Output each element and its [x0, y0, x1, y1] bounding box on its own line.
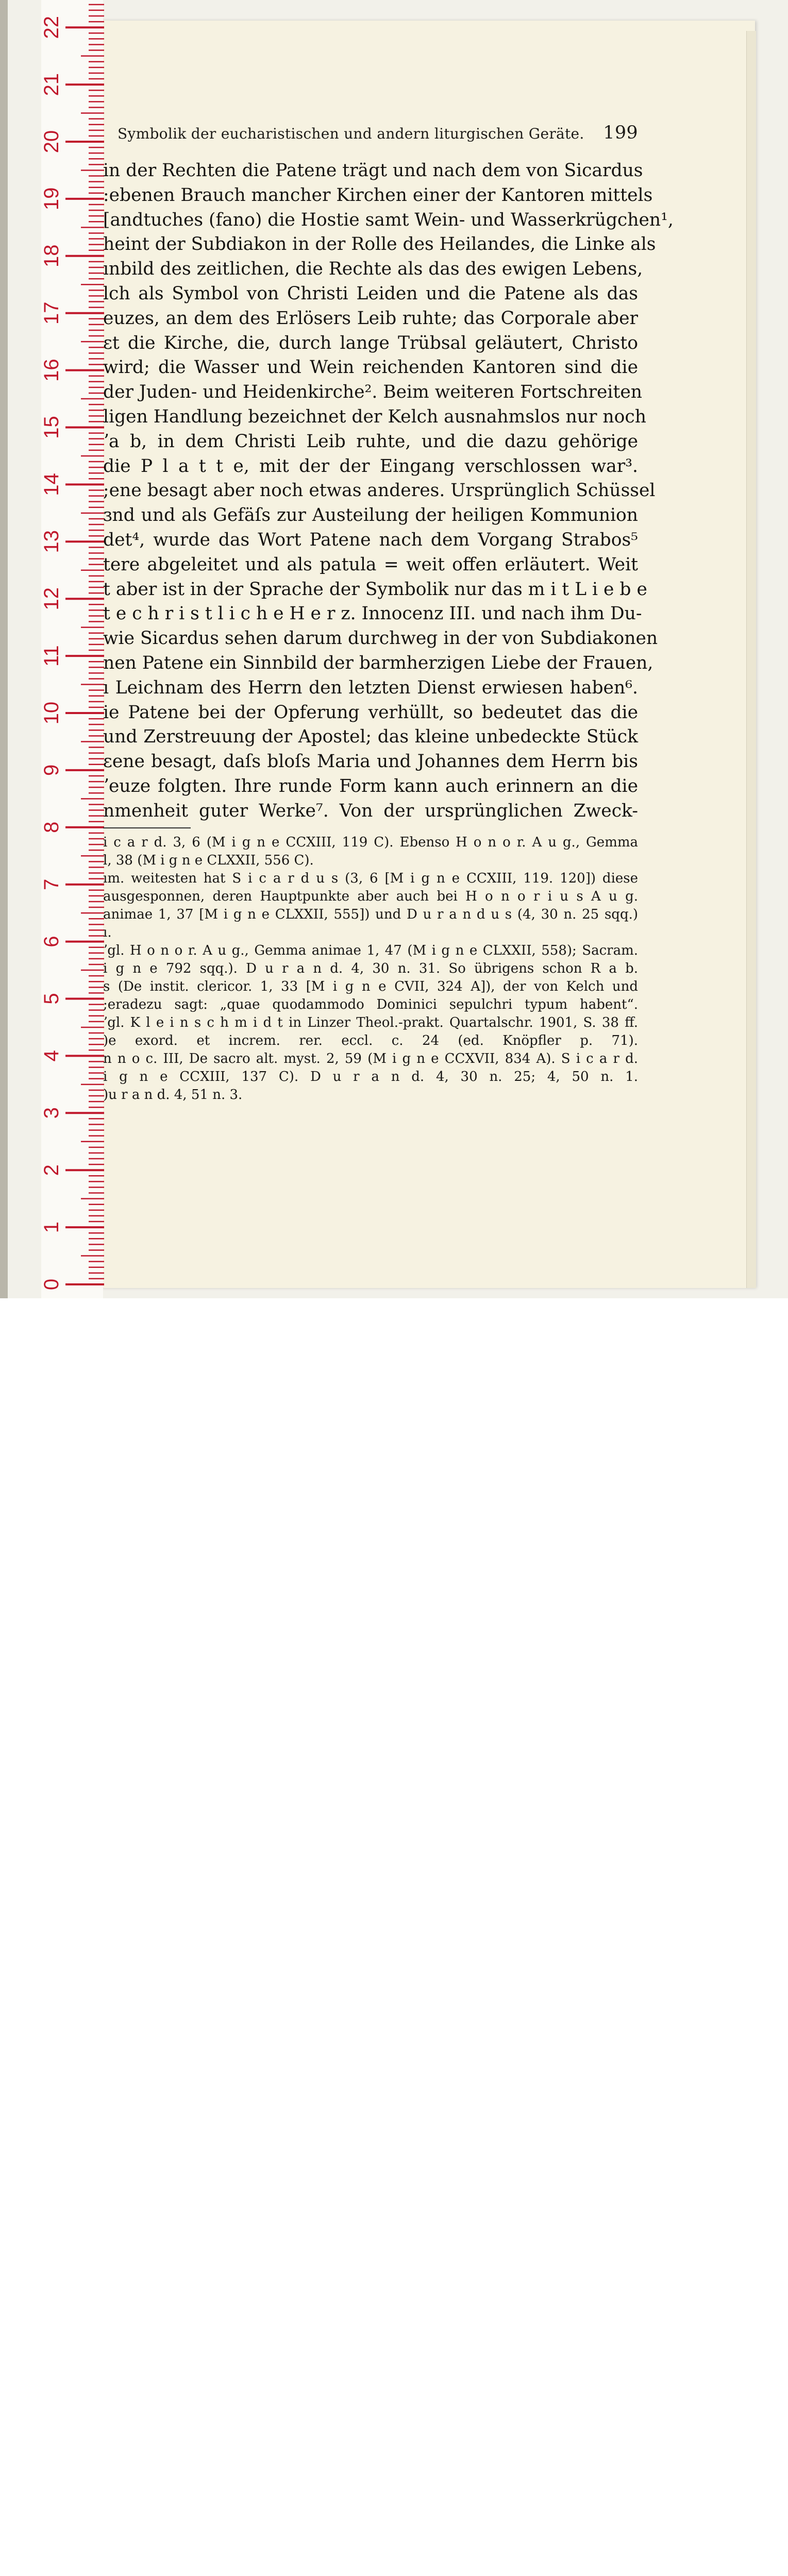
- running-title: Symbolik der eucharistischen und andern liturgischen Geräte.: [118, 125, 584, 142]
- ruler-label: 15: [40, 416, 63, 439]
- footnote-line: ausgesponnen, deren Hauptpunkte aber auch bei H o n o r i u s A u g.: [103, 889, 638, 904]
- footnote-line: i g n e 792 sqq.). D u r a n d. 4, 30 n. 31. So übrigens schon R a b.: [103, 961, 638, 976]
- ruler-label: 11: [40, 645, 63, 667]
- body-line: ʼeuze folgten. Ihre runde Form kann auch erinnern an die: [103, 775, 638, 796]
- ruler-label: 9: [40, 764, 63, 776]
- ruler-graphic: [37, 0, 104, 1298]
- footnote-line: s (De instit. clericor. 1, 33 [M i g n e CVII, 324 A]), der von Kelch und: [103, 979, 638, 994]
- footnote-line: animae 1, 37 [M i g n e CLXXII, 555]) und D u r a n d u s (4, 30 n. 25 sqq.): [103, 907, 638, 922]
- ruler-label: 0: [40, 1278, 63, 1291]
- viewer-footer: [0, 1298, 788, 1377]
- body-line: ɛt die Kirche, die, durch lange Trübsal geläutert, Christo: [103, 332, 638, 353]
- ruler-label: 4: [40, 1050, 63, 1062]
- body-line: euzes, an dem des Erlösers Leib ruhte; das Corporale aber: [103, 308, 638, 329]
- footnote-line: ʼgl. K l e i n s c h m i d t in Linzer Theol.-prakt. Quartalschr. 1901, S. 38 ff.: [103, 1015, 638, 1030]
- ruler-label: 12: [40, 587, 63, 611]
- footnote-line: i g n e CCXIII, 137 C). D u r a n d. 4, 30 n. 25; 4, 50 n. 1.: [103, 1069, 638, 1084]
- footnote-line: ;eradezu sagt: „quae quodammodo Dominici sepulchri typum habent“.: [103, 997, 638, 1012]
- body-line: t aber ist in der Sprache der Symbolik nur das m i t L i e b e: [103, 579, 647, 600]
- body-line: wie Sicardus sehen darum durchweg in der von Subdiakonen: [103, 628, 658, 649]
- footnote-line: )u r a n d. 4, 51 n. 3.: [103, 1087, 243, 1103]
- ruler-label: 21: [40, 73, 63, 96]
- ruler-label: 7: [40, 878, 63, 890]
- ruler-label: 2: [40, 1164, 63, 1176]
- measuring-ruler: [37, 0, 104, 1298]
- body-line: ʼa b, in dem Christi Leib ruhte, und die dazu gehörige: [103, 431, 638, 452]
- ruler-label: 18: [40, 244, 63, 268]
- running-header: [118, 123, 638, 143]
- body-line: ligen Handlung bezeichnet der Kelch ausnahmslos nur noch: [103, 406, 646, 427]
- body-line: wird; die Wasser und Wein reichenden Kantoren sind die: [103, 357, 638, 378]
- body-line: ɛene besagt, daſs bloſs Maria und Johannes dem Herrn bis: [103, 751, 638, 772]
- page-left-edge: [0, 0, 8, 1298]
- body-line: ;ene besagt aber noch etwas anderes. Ursprünglich Schüssel: [103, 480, 656, 501]
- ruler-label: 3: [40, 1107, 63, 1119]
- footnote-line: n n o c. III, De sacro alt. myst. 2, 59 (M i g n e CCXVII, 834 A). S i c a r d.: [103, 1051, 638, 1066]
- body-line: t e c h r i s t l i c h e H e r z. Innocenz III. und nach ihm Du-: [103, 603, 642, 624]
- ruler-label: 10: [40, 701, 63, 725]
- body-line: lch als Symbol von Christi Leiden und die Patene als das: [103, 283, 638, 304]
- footnote-line: l, 38 (M i g n e CLXXII, 556 C).: [103, 853, 314, 868]
- body-line: in der Rechten die Patene trägt und nach dem von Sicardus: [103, 160, 643, 181]
- ruler-label: 5: [40, 993, 63, 1005]
- body-line: und Zerstreuung der Apostel; das kleine unbedeckte Stück: [103, 726, 638, 748]
- page-number: 199: [603, 123, 638, 143]
- page-right-edge: [746, 31, 756, 1288]
- body-line: :ebenen Brauch mancher Kirchen einer der Kantoren mittels: [103, 184, 653, 206]
- ruler-label: 20: [40, 130, 63, 154]
- footnotes: [103, 834, 638, 1104]
- body-line: nmenheit guter Werke⁷. Von der ursprünglichen Zweck-: [103, 800, 638, 821]
- ruler-label: 8: [40, 821, 63, 833]
- body-line: tere abgeleitet und als patula = weit offen erläutert. Weit: [103, 554, 638, 575]
- body-line: ı Leichnam des Herrn den letzten Dienst erwiesen haben⁶.: [103, 677, 638, 698]
- footnote-line: )e exord. et increm. rer. eccl. c. 24 (ed. Knöpfler p. 71).: [103, 1033, 638, 1048]
- ruler-label: 17: [40, 301, 63, 325]
- body-line: nen Patene ein Sinnbild der barmherzigen Liebe der Frauen,: [103, 652, 653, 673]
- body-line: [andtuches (fano) die Hostie samt Wein- und Wasserkrügchen¹,: [103, 209, 674, 230]
- ruler-label: 16: [40, 359, 63, 382]
- body-line: det⁴, wurde das Wort Patene nach dem Vorgang Strabos⁵: [103, 529, 638, 550]
- body-line: die P l a t t e, mit der der Eingang verschlossen war³.: [103, 455, 638, 477]
- ruler-label: 22: [40, 15, 63, 39]
- footnote-line: ʼgl. H o n o r. A u g., Gemma animae 1, 47 (M i g n e CLXXII, 558); Sacram.: [103, 943, 638, 958]
- footnote-rule: [103, 827, 191, 828]
- body-line: ınbild des zeitlichen, die Rechte als das des ewigen Lebens,: [103, 259, 643, 280]
- body-line: der Juden- und Heidenkirche². Beim weiteren Fortschreiten: [103, 382, 642, 403]
- ruler-label: 14: [40, 473, 63, 496]
- footnote-line: i c a r d. 3, 6 (M i g n e CCXIII, 119 C). Ebenso H o n o r. A u g., Gemma: [103, 835, 638, 850]
- ruler-label: 1: [40, 1221, 63, 1233]
- ruler-label: 6: [40, 936, 63, 947]
- ruler-label: 19: [40, 187, 63, 211]
- footnote-line: ım. weitesten hat S i c a r d u s (3, 6 [M i g n e CCXIII, 119. 120]) diese: [103, 871, 638, 886]
- body-line: ie Patene bei der Opferung verhüllt, so bedeutet das die: [103, 702, 638, 723]
- ruler-label: 13: [40, 530, 63, 553]
- footnote-line: ı.: [103, 925, 112, 940]
- body-line: heint der Subdiakon in der Rolle des Heilandes, die Linke als: [103, 234, 656, 255]
- body-text: [103, 159, 674, 824]
- body-line: ɜnd und als Gefäſs zur Austeilung der heiligen Kommunion: [103, 505, 638, 526]
